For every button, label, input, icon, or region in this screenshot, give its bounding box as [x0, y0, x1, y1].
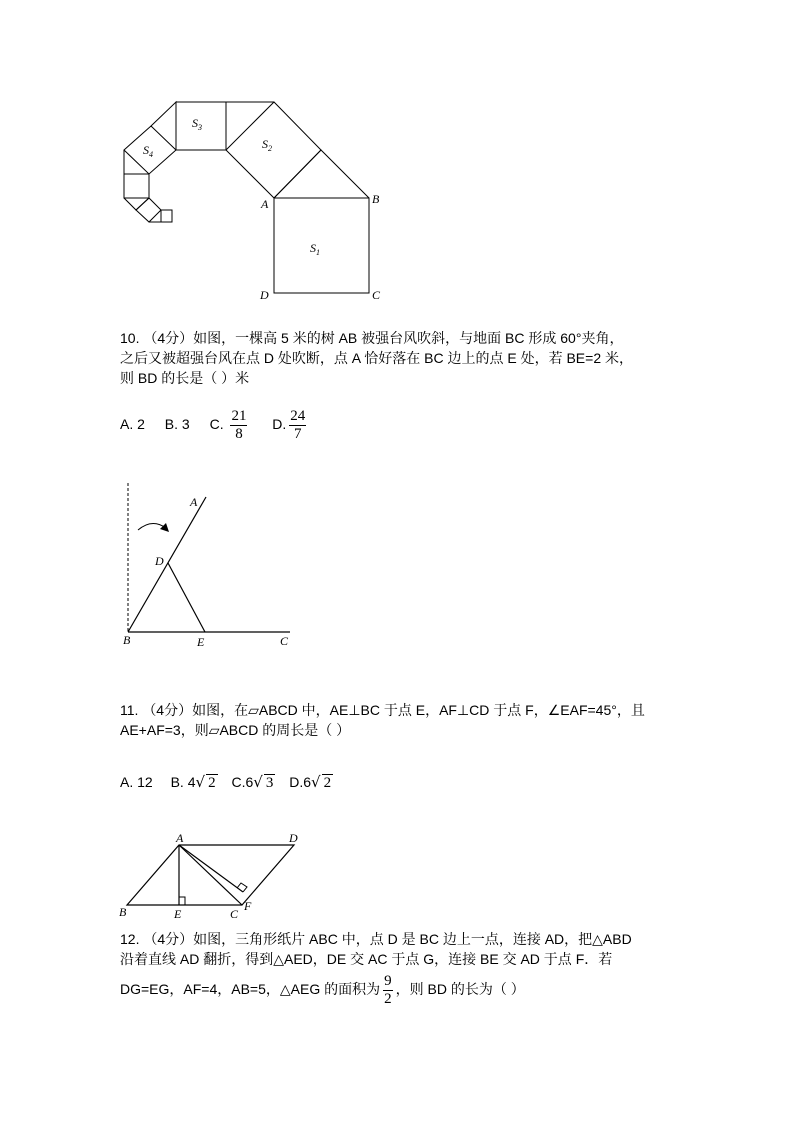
- q12-line1: 12. （4分）如图，三角形纸片 ABC 中，点 D 是 BC 边上一点，连接 AD，把△ABD: [120, 931, 632, 947]
- label-s1: $S_1$: [310, 241, 320, 257]
- q11-label-c: C: [230, 907, 239, 921]
- q10-options: [120, 408, 309, 443]
- label-a: A: [261, 197, 269, 211]
- figure-squares: [115, 95, 395, 310]
- radical-icon: √: [311, 773, 321, 791]
- q11-option-b: B. 4√ 2: [170, 773, 216, 791]
- q12-text: [120, 929, 632, 1008]
- q10-option-a: A. 2: [120, 416, 145, 433]
- label-c: C: [372, 288, 381, 302]
- label-b: B: [372, 192, 380, 206]
- q11-label-d: D: [289, 831, 298, 845]
- q11-options: [120, 773, 333, 791]
- label-s2: $S_2$: [262, 137, 272, 153]
- triangle-abp: [274, 150, 369, 198]
- q10-text: [120, 328, 633, 388]
- q10-option-d: D. $\frac{24}{7}$: [272, 408, 306, 442]
- q10-option-c: C. $\frac{21}{8}$: [209, 408, 247, 442]
- q11-label-a: A: [176, 831, 184, 845]
- q12-line3: DG=EG，AF=4，AB=5，△AEG 的面积为 $\frac{9}{2}$ ，则 BD 的长为（ ）: [120, 973, 525, 1007]
- q11-line1: 11. （4分）如图，在▱ABCD 中，AE⊥BC 于点 E，AF⊥CD 于点 F，∠EAF=45°，且: [120, 702, 645, 718]
- triangle-s3-s4: [151, 102, 176, 150]
- q10-option-c-fraction: $\frac{21}{8}$: [231, 408, 247, 442]
- q10-label-d: D: [155, 554, 164, 568]
- q10-label-b: B: [123, 633, 131, 647]
- q11-option-c: C.6√ 3: [231, 773, 274, 791]
- q11-line2: AE+AF=3，则▱ABCD 的周长是（ ）: [120, 722, 351, 738]
- arrow-head: [160, 523, 169, 532]
- q12-line2: 沿着直线 AD 翻折，得到△AED，DE 交 AC 于点 G，连接 BE 交 AD 于点 F．若: [120, 951, 613, 967]
- square-s2: [226, 102, 321, 198]
- q10-label-c: C: [280, 634, 289, 648]
- q11-label-f: F: [244, 899, 252, 913]
- figure-q10: [115, 475, 300, 655]
- radical-icon: √: [253, 773, 263, 791]
- figure-q11: [115, 828, 315, 923]
- label-s4: $S_4$: [143, 143, 153, 159]
- q11-label-e: E: [174, 907, 182, 921]
- q10-line3: 则 BD 的长是（ ）米: [120, 370, 250, 386]
- q10-label-a: A: [190, 495, 198, 509]
- q10-line1: 10. （4分）如图，一棵高 5 米的树 AB 被强台风吹斜，与地面 BC 形成 60°夹角，: [120, 330, 624, 346]
- q10-option-d-fraction: $\frac{24}{7}$: [290, 408, 306, 442]
- altitude-af: [179, 845, 243, 892]
- q11-text: [120, 700, 645, 740]
- q10-line2: 之后又被超强台风在点 D 处吹断，点 A 恰好落在 BC 边上的点 E 处，若 BE=2 米，: [120, 350, 633, 366]
- q10-label-e: E: [197, 635, 205, 649]
- right-angle-e: [179, 897, 185, 905]
- small-squares: [124, 150, 172, 222]
- q10-option-b: B. 3: [164, 416, 190, 433]
- broken-de: [168, 563, 205, 632]
- q12-fraction: $\frac{9}{2}$: [384, 973, 392, 1007]
- q11-option-a: A. 12: [120, 774, 153, 790]
- q11-label-b: B: [119, 905, 127, 919]
- segment-ac: [179, 845, 242, 905]
- label-s3: $S_3$: [192, 116, 202, 132]
- square-s1: [274, 198, 369, 293]
- q11-option-d: D.6√ 2: [289, 773, 332, 791]
- label-d: D: [260, 288, 269, 302]
- radical-icon: √: [195, 773, 206, 791]
